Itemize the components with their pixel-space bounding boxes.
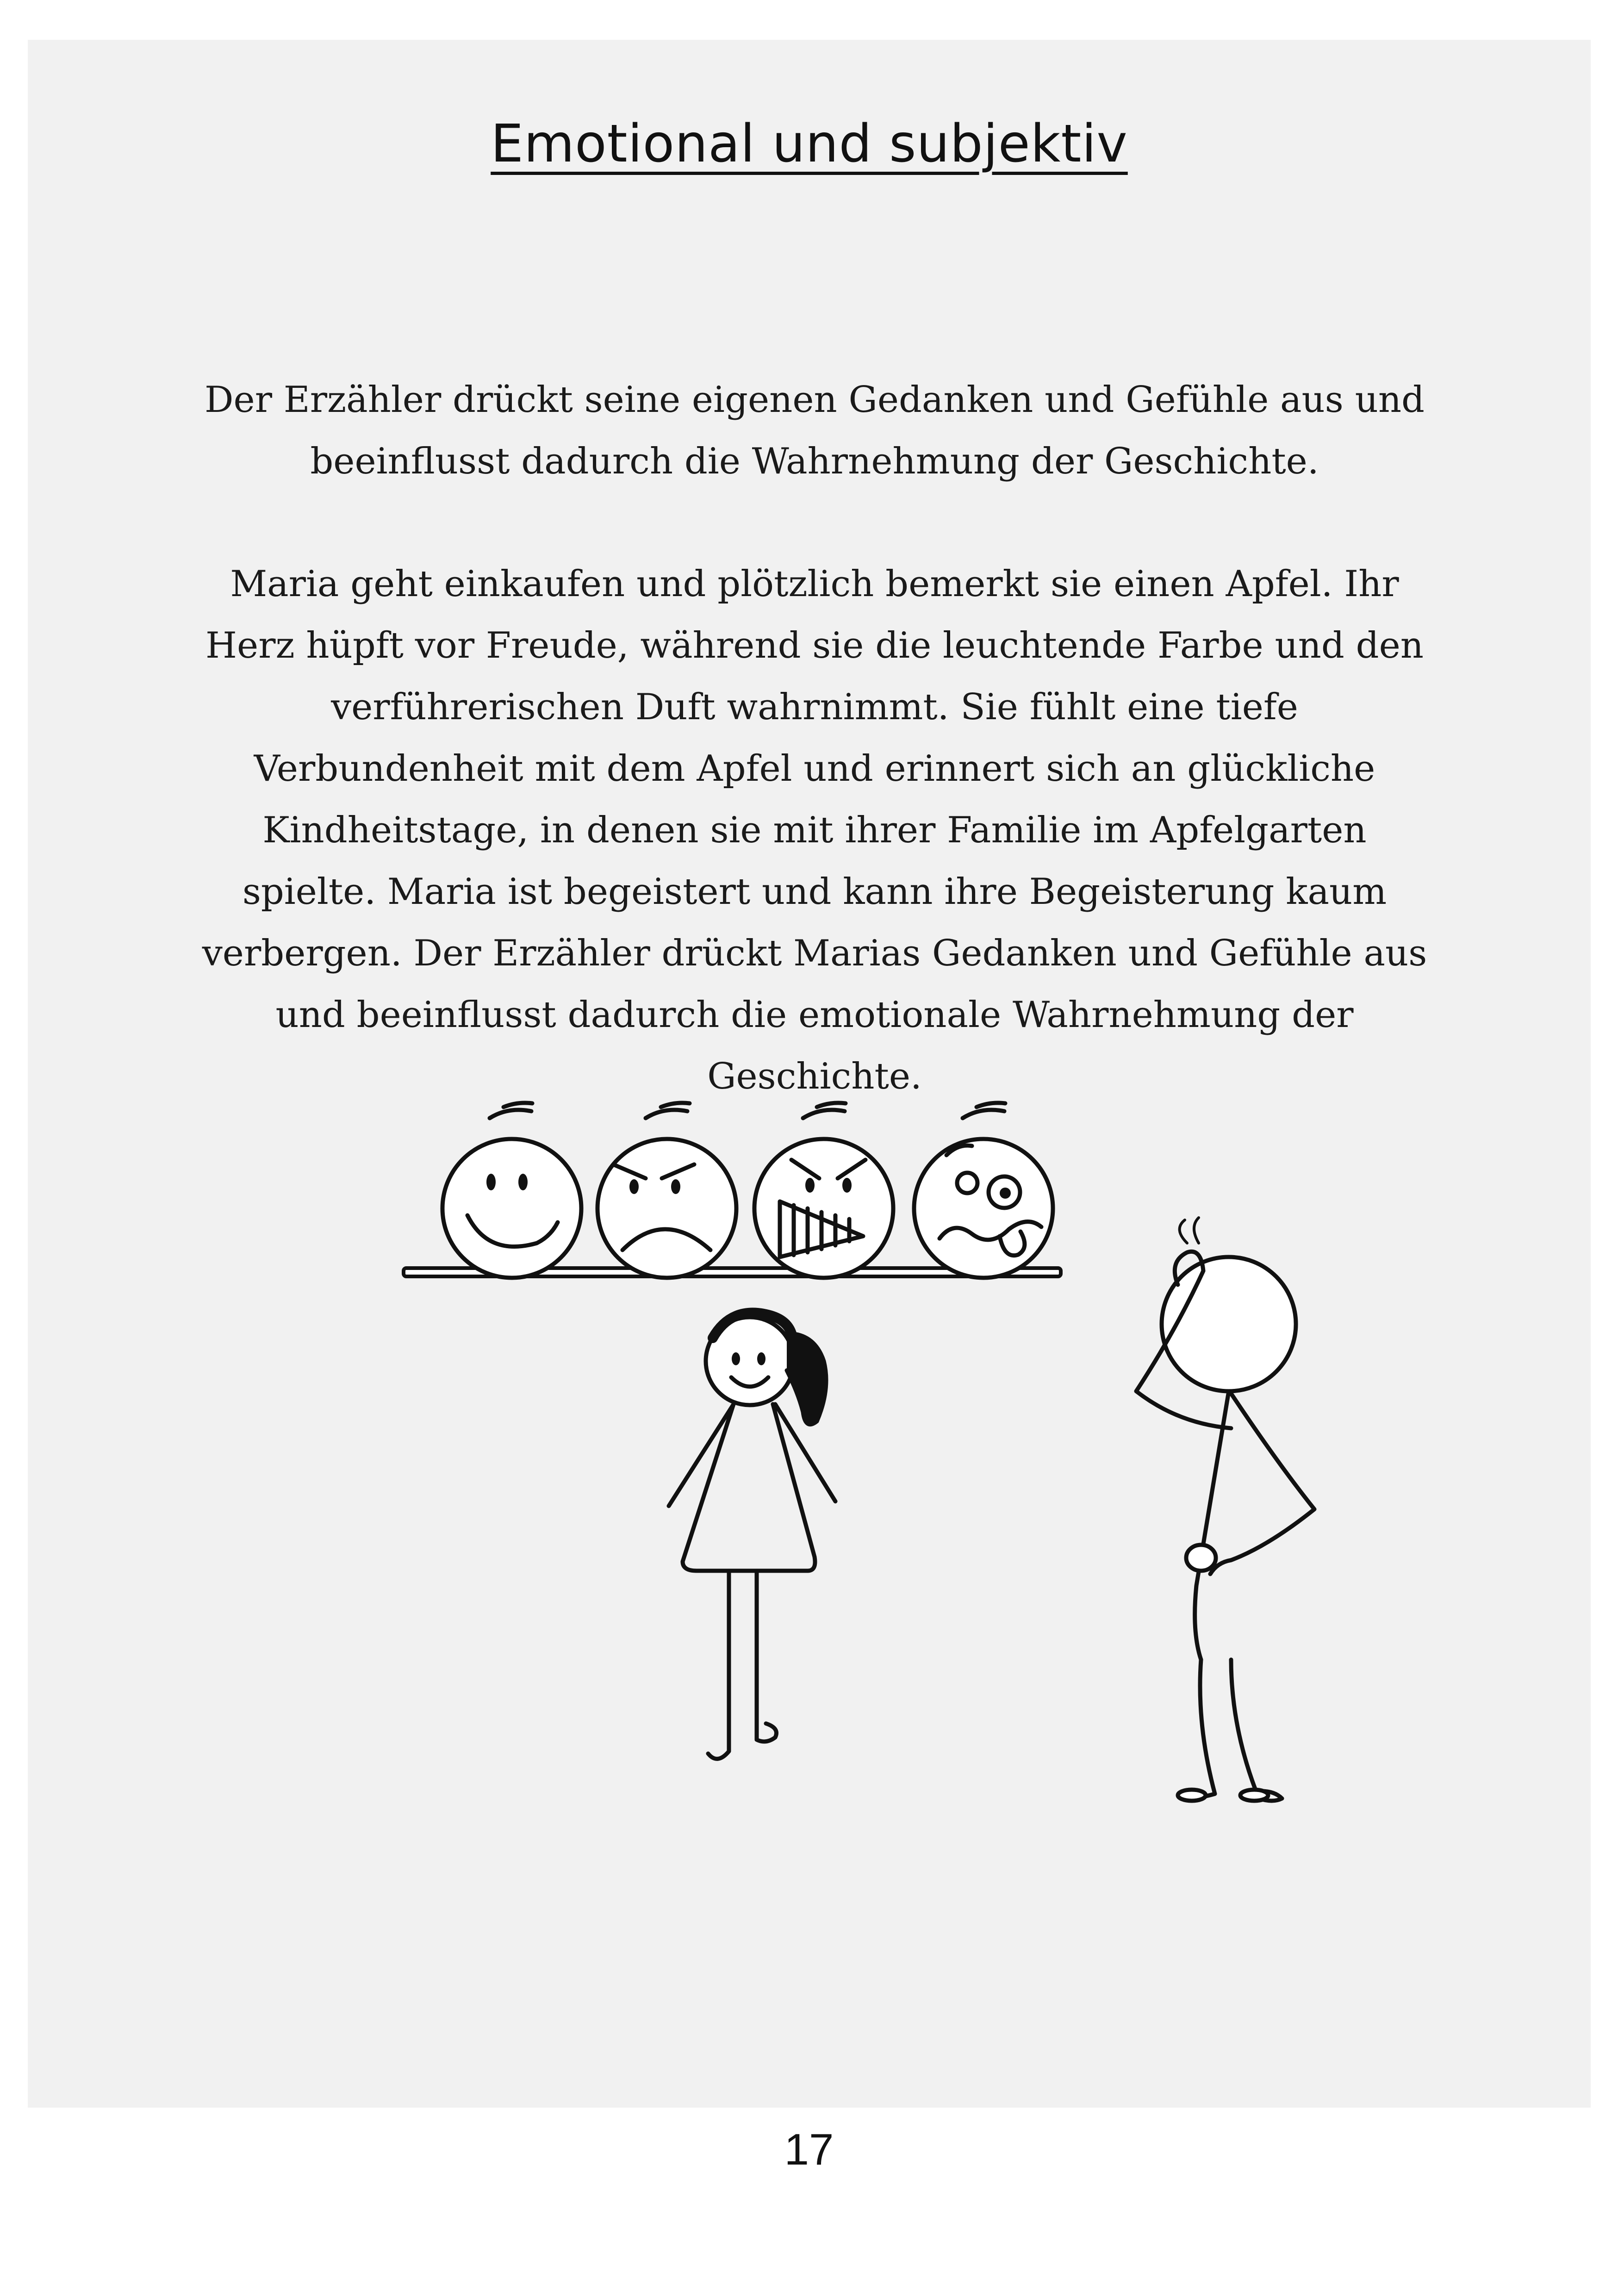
sad-face-icon [597,1103,736,1278]
angry-face-icon [754,1103,893,1278]
emotion-illustration [28,40,1591,2108]
content-panel [28,40,1591,2108]
intro-paragraph: Der Erzähler drückt seine eigenen Gedanken und Gefühle aus und beeinflusst dadurch die Wahrnehmung der Geschichte. [205,379,1425,482]
page-number: 17 [784,2125,834,2174]
example-paragraph: Maria geht einkaufen und plötzlich bemerkt sie einen Apfel. Ihr Herz hüpft vor Freude, während sie die leuchtende Farbe und den verführerischen Duft wahrnimmt. Sie fühlt eine tiefe Verbundenheit mit dem Apfel und erinnert sich an glückliche Kindheitstage, in denen sie mit ihrer Familie im Apfelgarten spielte. Maria ist begeistert und kann ihre Begeisterung kaum verbergen. Der Erzähler drückt Marias Gedanken und Gefühle aus und beeinflusst dadurch die emotionale Wahrnehmung der Geschichte. [202,563,1427,1097]
girl-stick-figure [669,1313,835,1759]
silly-face-icon [914,1103,1053,1278]
thinking-stick-figure [1136,1218,1314,1801]
happy-face-icon [442,1103,581,1278]
page-title: Emotional und subjektiv [491,114,1128,174]
